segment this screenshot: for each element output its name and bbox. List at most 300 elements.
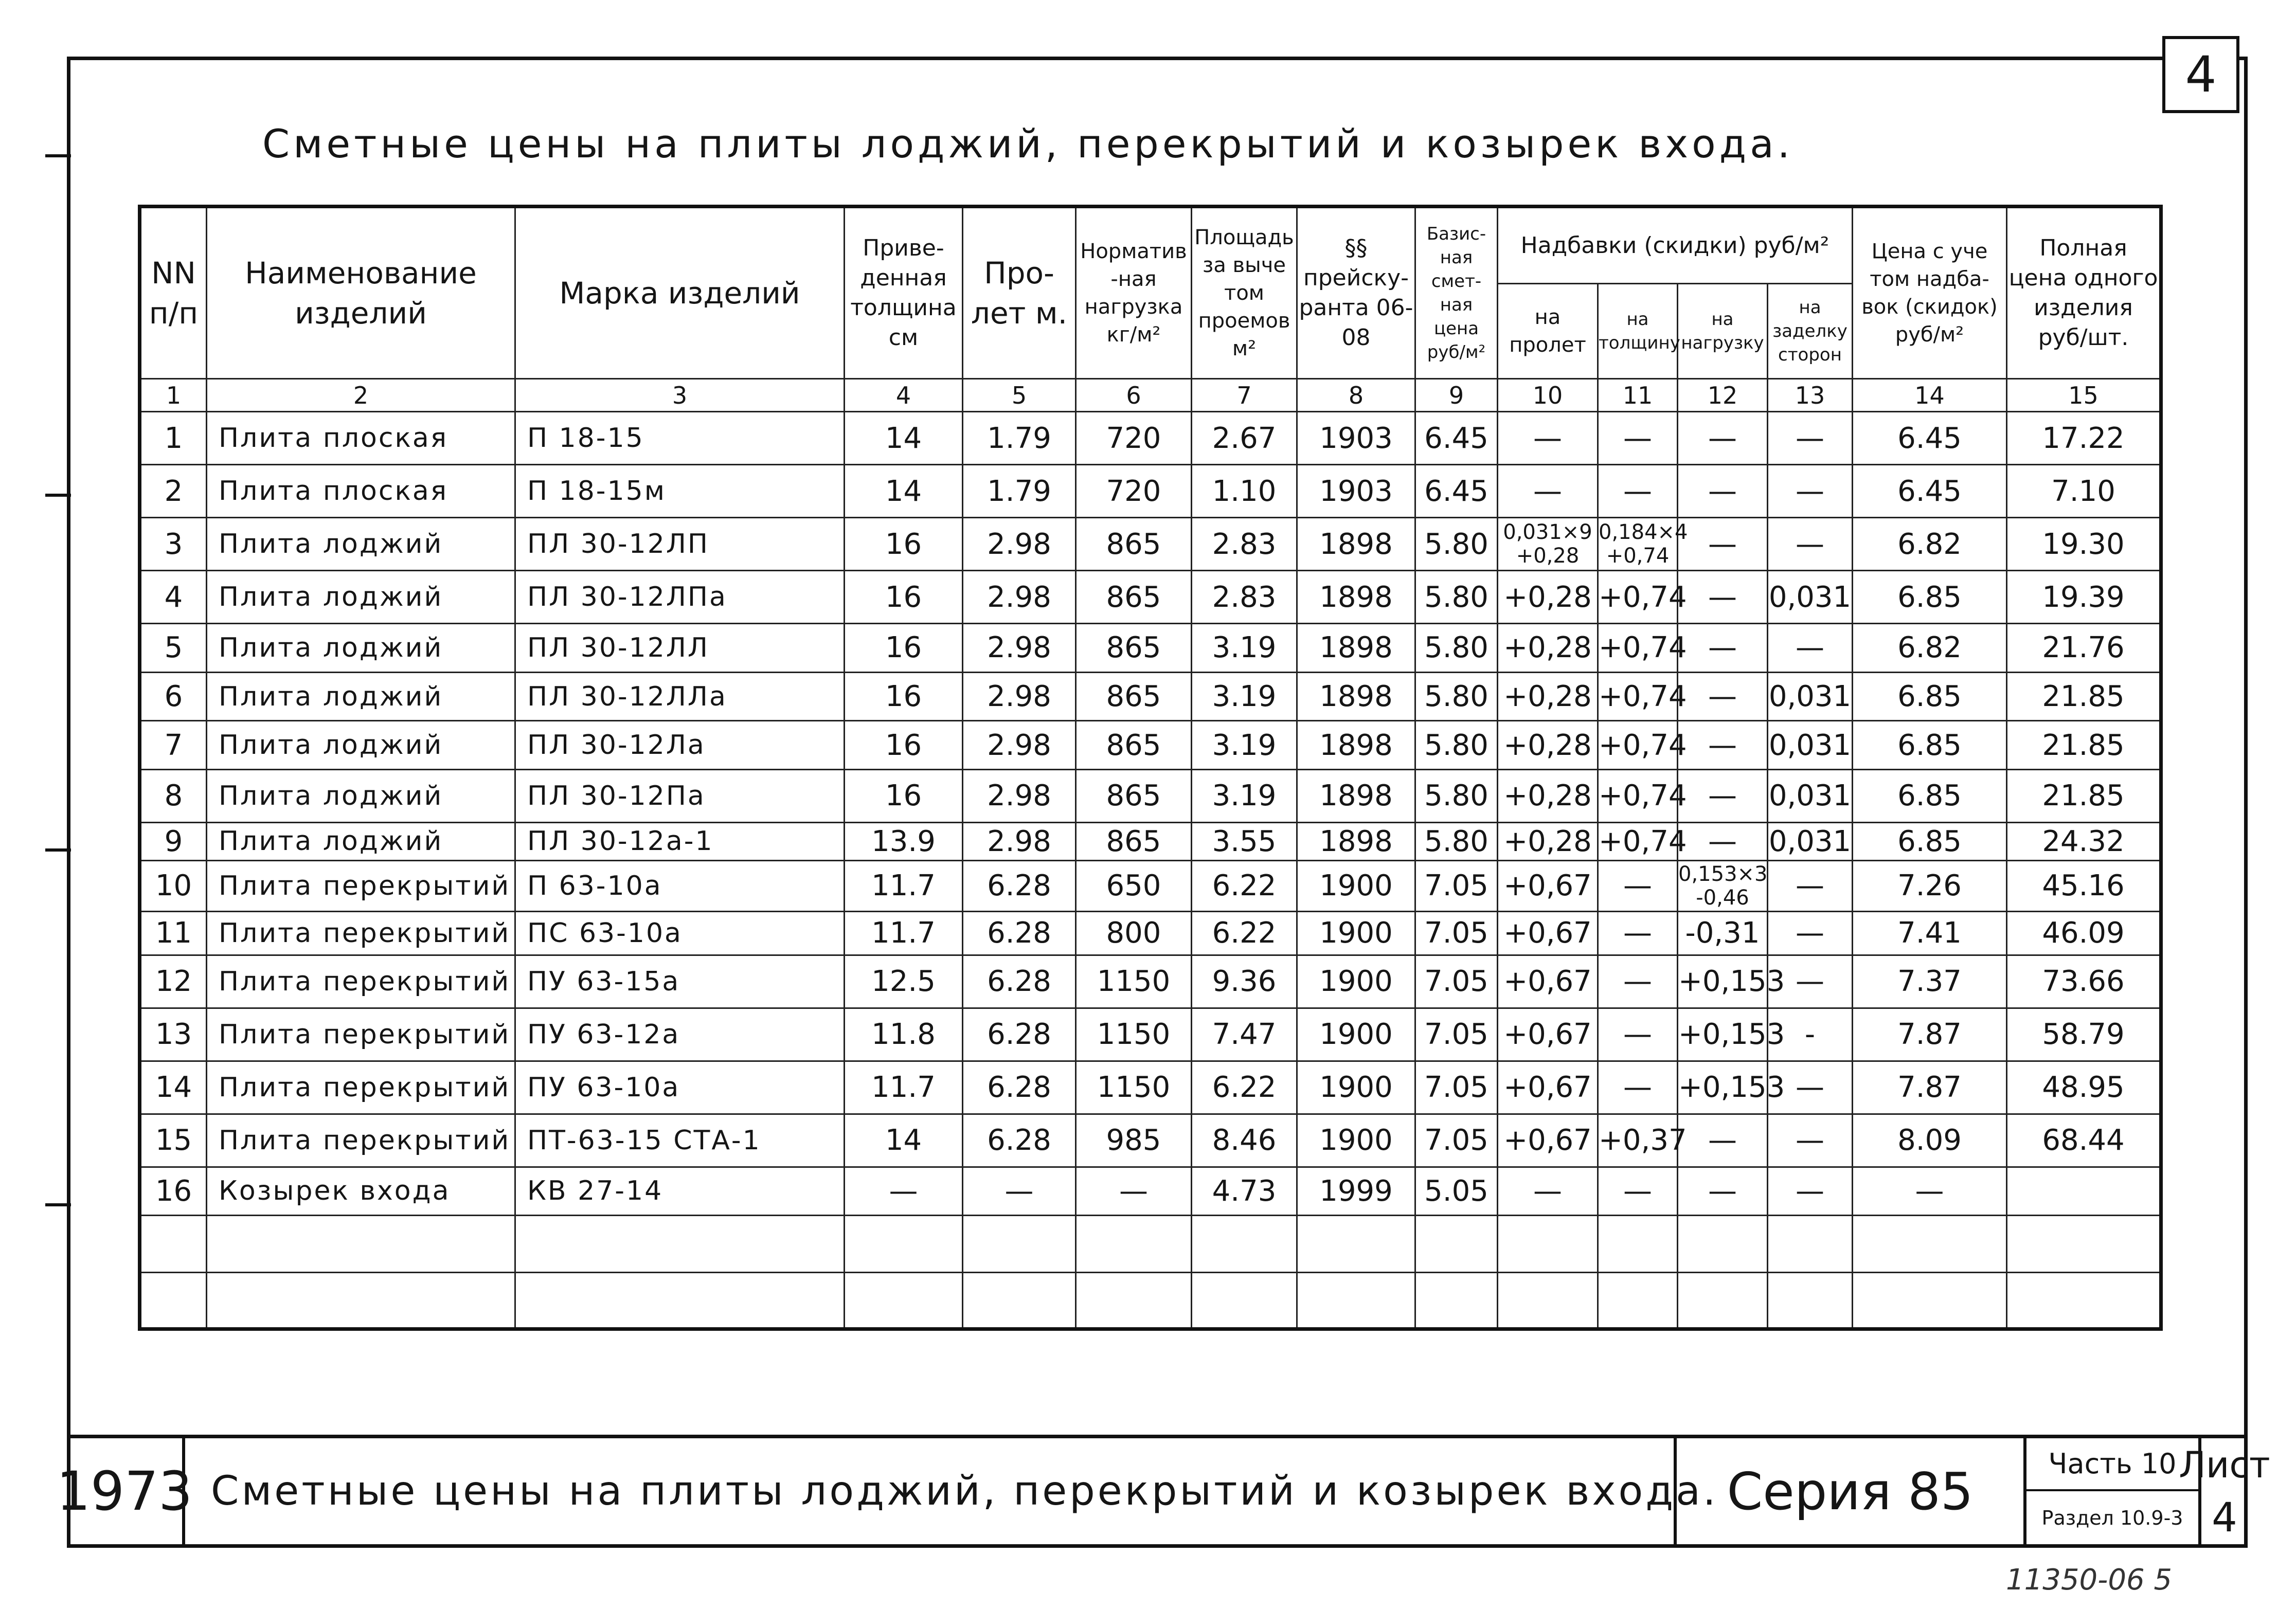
table-cell: 15 [140,1114,207,1167]
table-cell: ПУ 63-10а [515,1061,845,1114]
table-cell: 3.19 [1192,721,1297,770]
table-cell: Плита перекрытий [207,1008,515,1061]
table-cell: Плита лоджий [207,769,515,822]
table-cell: 1150 [1076,955,1192,1008]
header-on-span: на пролет [1498,284,1598,379]
table-cell: — [1598,1061,1678,1114]
table-cell: 0,031 [1768,769,1853,822]
table-cell: 800 [1076,912,1192,955]
table-cell: 1150 [1076,1008,1192,1061]
table-cell: — [1768,465,1853,518]
empty-cell [1678,1216,1768,1272]
table-cell: 16 [845,721,963,770]
table-cell: Плита перекрытий [207,1114,515,1167]
table-cell: 8.46 [1192,1114,1297,1167]
table-row [140,769,2161,822]
table-cell: 6.22 [1192,912,1297,955]
table-cell: +0,28 [1498,624,1598,673]
empty-cell [1076,1272,1192,1329]
column-number: 12 [1678,379,1768,412]
table-cell: Плита лоджий [207,721,515,770]
table-cell: 0,031 [1768,571,1853,624]
table-cell: — [1768,624,1853,673]
table-cell: 21.76 [2007,624,2161,673]
table-cell: Козырек входа [207,1167,515,1216]
table-cell: 1898 [1297,518,1415,571]
table-cell: 12 [140,955,207,1008]
empty-cell [1498,1216,1598,1272]
table-cell: 6.28 [963,912,1076,955]
table-cell: — [1598,912,1678,955]
empty-cell [1768,1216,1853,1272]
table-cell: +0,74 [1598,571,1678,624]
table-cell: +0,67 [1498,860,1598,912]
empty-cell [1678,1272,1768,1329]
header-load: Норматив -ная нагрузка кг/м² [1076,207,1192,379]
empty-cell [207,1272,515,1329]
empty-cell [1598,1272,1678,1329]
table-cell: 46.09 [2007,912,2161,955]
empty-cell [1853,1272,2007,1329]
table-cell: КВ 27-14 [515,1167,845,1216]
table-cell: — [1598,1008,1678,1061]
table-cell: +0,153 [1678,955,1768,1008]
table-cell: 24.32 [2007,822,2161,860]
table-cell: 21.85 [2007,769,2161,822]
table-row [140,1114,2161,1167]
table-cell: — [1768,955,1853,1008]
table-cell: 2.98 [963,518,1076,571]
column-number: 8 [1297,379,1415,412]
table-cell: 6.85 [1853,769,2007,822]
empty-cell [1192,1272,1297,1329]
table-cell: Плита лоджий [207,624,515,673]
table-cell: 3.55 [1192,822,1297,860]
table-cell: 5.80 [1415,822,1498,860]
table-cell: 13.9 [845,822,963,860]
table-cell: +0,37 [1598,1114,1678,1167]
table-cell: 11.7 [845,1061,963,1114]
table-cell: 6.85 [1853,672,2007,721]
column-number: 7 [1192,379,1297,412]
table-cell: 0,184×4 +0,74 [1598,518,1678,571]
table-cell: 7.87 [1853,1061,2007,1114]
empty-cell [1768,1272,1853,1329]
table-cell: 1903 [1297,465,1415,518]
table-cell: — [1678,1167,1768,1216]
table-cell: — [1598,955,1678,1008]
column-number: 15 [2007,379,2161,412]
table-cell: 5.80 [1415,571,1498,624]
table-cell: — [1498,412,1598,465]
table-cell: +0,74 [1598,672,1678,721]
table-cell: 7.37 [1853,955,2007,1008]
table-cell: 16 [845,571,963,624]
table-row [140,1008,2161,1061]
table-cell: 1900 [1297,1114,1415,1167]
price-table [138,205,2163,1331]
column-number: 13 [1768,379,1853,412]
table-cell: — [1598,860,1678,912]
table-cell: 68.44 [2007,1114,2161,1167]
table-cell: 11.7 [845,860,963,912]
table-cell: +0,28 [1498,721,1598,770]
table-row [140,955,2161,1008]
empty-cell [140,1272,207,1329]
empty-cell [1076,1216,1192,1272]
table-cell: — [1768,1114,1853,1167]
table-cell: Плита перекрытий [207,912,515,955]
empty-cell [1415,1216,1498,1272]
table-row [140,1167,2161,1216]
table-cell: 6.85 [1853,571,2007,624]
table-cell: 10 [140,860,207,912]
table-cell: 7 [140,721,207,770]
table-cell: 11.8 [845,1008,963,1061]
table-cell: 2.83 [1192,571,1297,624]
header-on-embed: на заделку сторон [1768,284,1853,379]
table-cell: 7.41 [1853,912,2007,955]
table-cell: 6.45 [1415,412,1498,465]
table-cell: 3.19 [1192,672,1297,721]
column-number: 14 [1853,379,2007,412]
header-base-price: Базис- ная смет- ная цена руб/м² [1415,207,1498,379]
table-cell: +0,74 [1598,822,1678,860]
table-cell: 2.98 [963,571,1076,624]
table-cell: Плита лоджий [207,571,515,624]
table-cell: +0,67 [1498,912,1598,955]
table-cell: 1903 [1297,412,1415,465]
table-cell: 7.05 [1415,860,1498,912]
table-row [140,1061,2161,1114]
stamp-section: Раздел 10.9-3 [2026,1491,2201,1544]
table-cell: 45.16 [2007,860,2161,912]
table-cell: — [1678,518,1768,571]
empty-row [140,1272,2161,1329]
column-number: 3 [515,379,845,412]
table-cell: 1900 [1297,1061,1415,1114]
table-cell: 7.05 [1415,1061,1498,1114]
table-cell: Плита перекрытий [207,955,515,1008]
table-cell: 5.80 [1415,624,1498,673]
table-cell: 1 [140,412,207,465]
table-cell: +0,28 [1498,571,1598,624]
empty-cell [1498,1272,1598,1329]
table-cell: ПЛ 30-12Па [515,769,845,822]
table-cell: +0,153 [1678,1008,1768,1061]
table-cell: ПЛ 30-12ЛЛ [515,624,845,673]
table-cell: 6.28 [963,955,1076,1008]
column-number: 10 [1498,379,1598,412]
table-cell: — [1678,822,1768,860]
table-cell: 0,031 [1768,822,1853,860]
table-cell: +0,74 [1598,769,1678,822]
table-cell: — [1768,860,1853,912]
empty-cell [963,1216,1076,1272]
header-full-price: Полная цена одного изделия руб/шт. [2007,207,2161,379]
table-row [140,624,2161,673]
table-cell: 2.98 [963,769,1076,822]
table-cell: 1999 [1297,1167,1415,1216]
table-cell [2007,1167,2161,1216]
table-cell: Плита перекрытий [207,1061,515,1114]
table-cell: 4.73 [1192,1167,1297,1216]
empty-cell [1598,1216,1678,1272]
table-cell: 1900 [1297,955,1415,1008]
empty-cell [140,1216,207,1272]
empty-cell [1853,1216,2007,1272]
table-cell: ПЛ 30-12ЛПа [515,571,845,624]
table-row [140,721,2161,770]
empty-cell [845,1216,963,1272]
table-cell: 1900 [1297,1008,1415,1061]
column-number: 11 [1598,379,1678,412]
header-name: Наименование изделий [207,207,515,379]
table-cell: +0,67 [1498,1008,1598,1061]
table-cell: 3.19 [1192,769,1297,822]
table-cell: 16 [140,1167,207,1216]
table-cell: 11.7 [845,912,963,955]
table-cell: 6.85 [1853,721,2007,770]
table-cell: +0,28 [1498,769,1598,822]
table-cell: +0,67 [1498,1061,1598,1114]
table-cell: 73.66 [2007,955,2161,1008]
table-cell: — [1768,1167,1853,1216]
table-cell: 2.83 [1192,518,1297,571]
table-cell: 1.79 [963,412,1076,465]
column-number: 1 [140,379,207,412]
table-cell: 16 [845,672,963,721]
column-number: 5 [963,379,1076,412]
table-cell: 14 [845,412,963,465]
table-cell: — [1768,518,1853,571]
table-cell: 12.5 [845,955,963,1008]
empty-cell [1297,1216,1415,1272]
stamp-sheet-label: Лист [2179,1443,2270,1486]
empty-row [140,1216,2161,1272]
table-cell: 7.87 [1853,1008,2007,1061]
stamp-title: Сметные цены на плиты лоджий, перекрытий и козырек входа. [185,1438,1677,1544]
header-surcharges: Надбавки (скидки) руб/м² [1498,207,1853,284]
table-cell: +0,28 [1498,672,1598,721]
table-row [140,571,2161,624]
table-cell: 14 [845,465,963,518]
table-cell: 5.80 [1415,721,1498,770]
table-cell: ПЛ 30-12ЛЛа [515,672,845,721]
table-cell: 2.98 [963,822,1076,860]
column-number: 6 [1076,379,1192,412]
table-row [140,672,2161,721]
table-cell: — [1076,1167,1192,1216]
table-cell: 1900 [1297,912,1415,955]
empty-cell [515,1216,845,1272]
table-cell: 6.45 [1415,465,1498,518]
column-number: 9 [1415,379,1498,412]
table-cell: 6.45 [1853,465,2007,518]
empty-cell [2007,1216,2161,1272]
table-cell: +0,67 [1498,955,1598,1008]
table-cell: 1898 [1297,721,1415,770]
stamp-sheet-number: 4 [2212,1494,2237,1541]
table-cell: 6.28 [963,1008,1076,1061]
header-area: Площадь за выче том проемов м² [1192,207,1297,379]
table-cell: 7.05 [1415,1114,1498,1167]
table-cell: 865 [1076,769,1192,822]
table-cell: +0,74 [1598,624,1678,673]
table-cell: — [1678,672,1768,721]
table-cell: 17.22 [2007,412,2161,465]
header-mark: Марка изделий [515,207,845,379]
table-cell: 6.28 [963,860,1076,912]
table-cell: 2.98 [963,721,1076,770]
table-cell: 1898 [1297,571,1415,624]
header-thickness: Приве- денная толщина см [845,207,963,379]
table-cell: 14 [140,1061,207,1114]
table-cell: 48.95 [2007,1061,2161,1114]
table-cell: 7.47 [1192,1008,1297,1061]
table-cell: — [1768,912,1853,955]
table-cell: 1150 [1076,1061,1192,1114]
table-cell: 865 [1076,822,1192,860]
header-price-with: Цена с уче том надба- вок (скидок) руб/м² [1853,207,2007,379]
table-cell: 7.05 [1415,1008,1498,1061]
table-cell: — [1678,769,1768,822]
table-cell: 7.05 [1415,912,1498,955]
table-cell: ПТ-63-15 СТА-1 [515,1114,845,1167]
column-number-row [140,379,2161,412]
empty-cell [1415,1272,1498,1329]
empty-cell [963,1272,1076,1329]
table-cell: 21.85 [2007,672,2161,721]
table-cell: 865 [1076,571,1192,624]
table-cell: 14 [845,1114,963,1167]
margin-tick [45,1203,71,1206]
table-cell: ПУ 63-15а [515,955,845,1008]
table-cell: 21.85 [2007,721,2161,770]
column-number: 2 [207,379,515,412]
table-cell: 5.80 [1415,672,1498,721]
table-cell: 6.82 [1853,624,2007,673]
table-cell: Плита плоская [207,412,515,465]
table-cell: П 18-15 [515,412,845,465]
table-cell: 16 [845,518,963,571]
table-cell: 720 [1076,465,1192,518]
table-cell: 6.28 [963,1114,1076,1167]
table-cell: 1900 [1297,860,1415,912]
stamp-year: 1973 [67,1438,185,1544]
margin-tick [45,494,71,497]
table-cell: — [1598,465,1678,518]
sheet-number: 4 [2162,36,2239,113]
empty-cell [2007,1272,2161,1329]
table-cell: ПЛ 30-12Ла [515,721,845,770]
table-cell: — [1853,1167,2007,1216]
table-cell: — [1678,465,1768,518]
table-cell: Плита плоская [207,465,515,518]
table-cell: — [1768,1061,1853,1114]
table-cell: 2 [140,465,207,518]
table-cell: 5.05 [1415,1167,1498,1216]
table-cell: 7.10 [2007,465,2161,518]
table-cell: 2.98 [963,624,1076,673]
table-cell: — [963,1167,1076,1216]
margin-tick [45,154,71,157]
table-cell: 3 [140,518,207,571]
table-cell: 6.28 [963,1061,1076,1114]
table-cell: Плита лоджий [207,822,515,860]
table-cell: — [1498,1167,1598,1216]
table-cell: 865 [1076,518,1192,571]
margin-tick [45,848,71,852]
table-row [140,412,2161,465]
table-cell: 0,031 [1768,721,1853,770]
empty-cell [1192,1216,1297,1272]
table-cell: 6.82 [1853,518,2007,571]
table-row [140,860,2161,912]
table-cell: 865 [1076,672,1192,721]
table-cell: 8 [140,769,207,822]
table-cell: 720 [1076,412,1192,465]
page-title: Сметные цены на плиты лоджий, перекрытий и козырек входа. [262,121,1793,167]
table-cell: 6.22 [1192,860,1297,912]
header-span: Про- лет м. [963,207,1076,379]
table-cell: 1898 [1297,624,1415,673]
table-cell: 1898 [1297,822,1415,860]
table-cell: 1.79 [963,465,1076,518]
table-cell: 19.39 [2007,571,2161,624]
table-cell: — [1598,1167,1678,1216]
table-cell: 19.30 [2007,518,2161,571]
table-cell: 6.45 [1853,412,2007,465]
table-cell: — [1678,721,1768,770]
table-cell: 16 [845,624,963,673]
table-cell: 5.80 [1415,769,1498,822]
table-cell: 5 [140,624,207,673]
table-cell: 11 [140,912,207,955]
table-cell: 4 [140,571,207,624]
table-cell: 0,031 [1768,672,1853,721]
table-cell: 9 [140,822,207,860]
table-row [140,822,2161,860]
stamp-part: Часть 10 [2026,1438,2201,1491]
table-cell: +0,28 [1498,822,1598,860]
empty-cell [515,1272,845,1329]
table-cell: 6 [140,672,207,721]
header-on-thickness: на толщину [1598,284,1678,379]
table-row [140,465,2161,518]
table-cell: — [845,1167,963,1216]
header-num: NN п/п [140,207,207,379]
table-cell: ПС 63-10а [515,912,845,955]
table-cell: 7.26 [1853,860,2007,912]
table-cell: 1898 [1297,672,1415,721]
empty-cell [1297,1272,1415,1329]
table-cell: -0,31 [1678,912,1768,955]
table-row [140,518,2161,571]
table-cell: 0,153×3 -0,46 [1678,860,1768,912]
table-cell: Плита лоджий [207,518,515,571]
table-cell: — [1598,412,1678,465]
table-cell: 1898 [1297,769,1415,822]
table-cell: ПЛ 30-12ЛП [515,518,845,571]
table-cell: 8.09 [1853,1114,2007,1167]
table-row [140,912,2161,955]
table-cell: 5.80 [1415,518,1498,571]
table-cell: 2.67 [1192,412,1297,465]
table-cell: - [1768,1008,1853,1061]
table-cell: — [1678,1114,1768,1167]
table-cell: 650 [1076,860,1192,912]
